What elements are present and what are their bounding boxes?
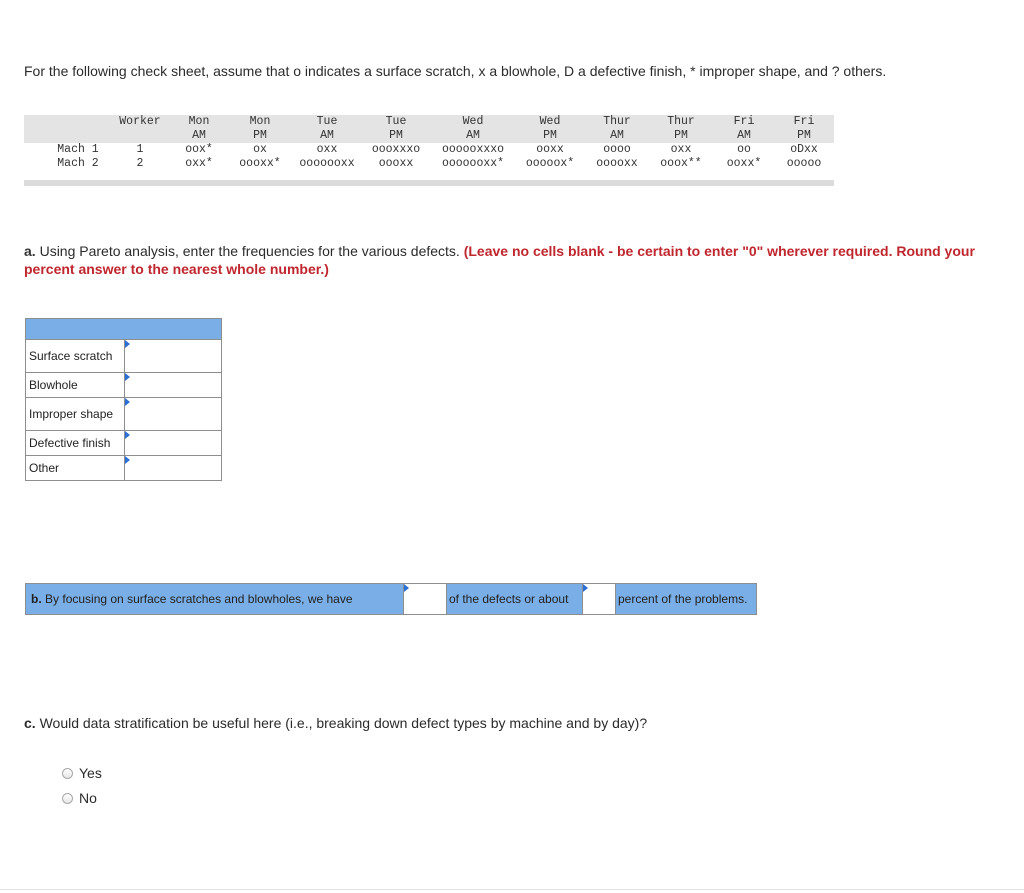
table-cell: oooo — [603, 143, 631, 156]
header-cell: Mon — [226, 115, 294, 129]
frequency-cell — [125, 431, 222, 456]
intro-text: For the following check sheet, assume that o indicates a surface scratch, x a blowhole, D a defective finish, * improper shape, and ? others. — [24, 63, 887, 79]
frequency-cell — [125, 398, 222, 431]
part-b-text1: b. By focusing on surface scratches and blowholes, we have — [31, 591, 353, 606]
frequency-input-improper-shape[interactable] — [125, 402, 219, 426]
category-label: Improper shape — [26, 398, 125, 431]
table-cell: ooooxx — [596, 157, 638, 170]
table-cell: oooxx* — [239, 157, 281, 170]
part-b-text2: of the defects or about — [449, 591, 569, 606]
radio-label-yes: Yes — [79, 765, 102, 781]
part-c-question — [24, 714, 647, 732]
category-label: Defective finish — [26, 431, 125, 456]
table-row — [24, 143, 834, 157]
table-cell: oDxx — [790, 143, 818, 156]
frequency-cell — [125, 373, 222, 398]
table-cell: oxx — [670, 143, 692, 156]
pareto-table — [25, 318, 222, 481]
table-cell: ox — [253, 143, 267, 156]
header-cell: Mon — [172, 115, 226, 129]
category-label: Blowhole — [26, 373, 125, 398]
header-cell: Fri — [774, 115, 834, 129]
part-a-letter: a. — [24, 243, 36, 259]
header-cell: PM — [226, 129, 294, 143]
header-cell: Fri — [714, 115, 774, 129]
header-cell: Tue — [360, 115, 432, 129]
header-cell: Thur — [648, 115, 714, 129]
table-cell: ooooo — [786, 157, 822, 170]
part-b-letter: b. — [31, 591, 42, 606]
frequency-input-other[interactable] — [125, 456, 219, 480]
frequency-input-defective-finish[interactable] — [125, 431, 219, 455]
part-b-row — [25, 583, 757, 615]
flag-icon — [125, 456, 130, 464]
frequency-cell — [125, 456, 222, 481]
check-sheet-footer-bar — [24, 180, 834, 186]
table-cell: oxx* — [185, 157, 213, 170]
table-cell: 2 — [136, 157, 144, 170]
part-b-text3: percent of the problems. — [618, 591, 748, 606]
radio-option-yes[interactable] — [62, 765, 102, 781]
table-cell: ooxx — [536, 143, 564, 156]
flag-icon — [583, 584, 588, 592]
bottom-divider — [0, 889, 1024, 890]
header-cell: AM — [294, 129, 360, 143]
table-cell: ooooooxx* — [441, 157, 505, 170]
radio-label-no: No — [79, 790, 97, 806]
table-cell: 1 — [136, 143, 144, 156]
table-row — [24, 157, 834, 171]
flag-icon — [125, 340, 130, 348]
table-cell: ooooox* — [525, 157, 575, 170]
table-cell: oooxxxo — [371, 143, 421, 156]
header-cell: Wed — [514, 115, 586, 129]
radio-circle-icon[interactable] — [62, 793, 73, 804]
part-a-text: Using Pareto analysis, enter the frequencies for the various defects. — [39, 243, 460, 259]
radio-circle-icon[interactable] — [62, 768, 73, 779]
table-row — [26, 398, 222, 431]
table-row — [26, 456, 222, 481]
table-cell: oxx — [316, 143, 338, 156]
header-cell: PM — [360, 129, 432, 143]
part-a-question — [24, 242, 984, 278]
table-cell: oo — [737, 143, 751, 156]
flag-icon — [404, 584, 409, 592]
header-cell: PM — [514, 129, 586, 143]
machine-label: Mach 1 — [57, 143, 99, 156]
header-cell: AM — [172, 129, 226, 143]
table-cell: oox* — [185, 143, 213, 156]
table-cell: ooox** — [660, 157, 702, 170]
header-cell: Thur — [586, 115, 648, 129]
table-cell: ooooooxx — [299, 157, 355, 170]
pareto-header-row — [26, 319, 222, 340]
flag-icon — [125, 431, 130, 439]
radio-option-no[interactable] — [62, 790, 97, 806]
header-cell: Wed — [432, 115, 514, 129]
category-label: Other — [26, 456, 125, 481]
table-cell: oooxx — [378, 157, 414, 170]
machine-label: Mach 2 — [57, 157, 99, 170]
header-cell — [108, 129, 172, 143]
flag-icon — [125, 373, 130, 381]
table-cell: ooxx* — [726, 157, 762, 170]
frequency-cell — [125, 340, 222, 373]
table-row — [26, 431, 222, 456]
part-b-field-1 — [403, 584, 447, 614]
header-cell: Worker — [108, 115, 172, 129]
header-cell: AM — [432, 129, 514, 143]
table-row — [26, 340, 222, 373]
header-cell: PM — [648, 129, 714, 143]
table-cell: oooooxxxo — [441, 143, 505, 156]
frequency-input-surface-scratch[interactable] — [125, 344, 219, 368]
category-label: Surface scratch — [26, 340, 125, 373]
flag-icon — [125, 398, 130, 406]
table-row — [26, 373, 222, 398]
frequency-input-blowhole[interactable] — [125, 373, 219, 397]
header-cell: PM — [774, 129, 834, 143]
part-a-instruction: (Leave no cells blank - be certain to enter "0" wherever required. Round your percent answer to the nearest whole number.) — [24, 243, 975, 277]
part-c-text: Would data stratification be useful here (i.e., breaking down defect types by machine and by day)? — [39, 715, 648, 731]
part-b-field-2 — [582, 584, 616, 614]
header-cell: Tue — [294, 115, 360, 129]
check-sheet-table — [24, 115, 834, 171]
part-c-letter: c. — [24, 715, 36, 731]
check-sheet-header-row — [24, 129, 834, 143]
defects-percent-input[interactable] — [404, 584, 446, 614]
header-cell: AM — [586, 129, 648, 143]
check-sheet-header-row — [24, 115, 834, 129]
header-cell: AM — [714, 129, 774, 143]
